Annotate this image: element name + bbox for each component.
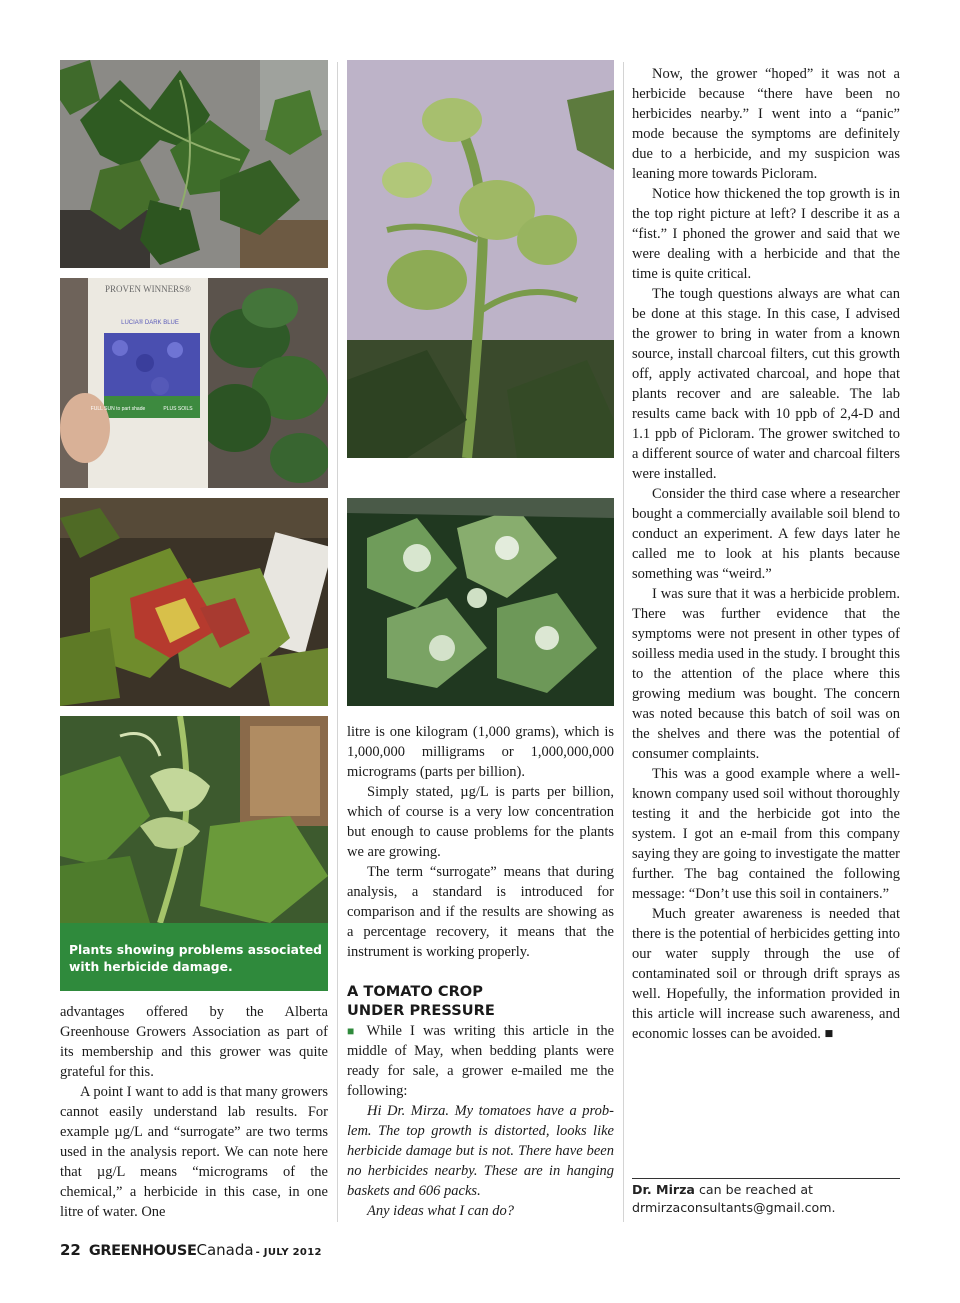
quoted-email: Hi Dr. Mirza. My tomatoes have a problem. The top growth is distorted, looks like herbicide damage but is not. There have been no herbicides nearby. These are in hanging baskets and 606 packs. bbox=[347, 1103, 614, 1199]
magazine-name-light: Canada bbox=[196, 1241, 254, 1259]
paragraph: The tough questions always are what can be done at this stage. In this case, I advised the grower to bring in water from a known source, install charcoal filters, cut this growth off, apply activated charcoal, and hope that plants recover and are saleable. The lab results came back with 10 ppb of 2,4-D and 1.1 ppb of Picloram. The grower switched to a different source of water and charcoal filters were installed. bbox=[632, 286, 900, 482]
page-footer bbox=[60, 1241, 322, 1259]
photo-tomato-top-growth bbox=[347, 60, 614, 458]
tag-note-1: FULL SUN to part shade bbox=[90, 406, 146, 412]
quoted-email-question: Any ideas what I can do? bbox=[367, 1203, 514, 1219]
article-column-2 bbox=[347, 722, 614, 1221]
paragraph: I was sure that it was a herbicide problem. There was further evidence that the symptoms were not present in other types of soilless media used in the study. I brought this to the attention of the place where this growing medium was bought. The concern was noted because this batch of soil was on the shelves and there was the potential of consumer complaints. bbox=[632, 586, 900, 762]
issue-date: - JULY 2012 bbox=[255, 1247, 322, 1258]
section-heading bbox=[347, 982, 614, 1020]
paragraph: A point I want to add is that many growers cannot easily understand lab results. For example µg/L and “surrogate” are two terms used in the analysis report. We can note here that µg/L means “micrograms of the chemical,” a herbicide in this case, in one litre of water. One bbox=[60, 1084, 328, 1220]
paragraph: The term “surrogate” means that during analysis, a standard is introduced for comparison and if the results are showing as a percentage recovery, it means that the instrument is working properly. bbox=[347, 864, 614, 960]
author-bio bbox=[632, 1181, 900, 1217]
photo-tomato-pale-leaves bbox=[347, 498, 614, 706]
tag-variety-text: LUCIA® DARK BLUE bbox=[121, 320, 179, 326]
photo-caption: Plants showing problems associated with herbicide damage. bbox=[69, 943, 322, 974]
tag-brand-text: PROVEN WINNERS® bbox=[105, 284, 191, 294]
paragraph-text: Much greater awareness is needed that there is the potential of herbicides getting into our water supply through the use of contaminated soil or through drift sprays as well. Hopefully, the information provided in this article will increase such awareness, and economic losses can be avoided. bbox=[632, 906, 900, 1042]
author-bio-text: can be reached at bbox=[698, 1182, 813, 1197]
paragraph: Simply stated, µg/L is parts per billion, which of course is a very low concentration but enough to cause problems for the plants we are growing. bbox=[347, 784, 614, 860]
paragraph bbox=[347, 1021, 614, 1101]
photo-ivy-plants bbox=[60, 60, 328, 268]
column-rule-right bbox=[623, 62, 624, 1222]
paragraph: litre is one kilogram (1,000 grams), which is 1,000,000 milligrams or 1,000,000,000 micrograms (parts per billion). bbox=[347, 724, 614, 780]
section-heading-line-2: UNDER PRESSURE bbox=[347, 1002, 495, 1019]
author-email: drmirzaconsultants@gmail.com. bbox=[632, 1200, 836, 1215]
magazine-name-bold: GREENHOUSE bbox=[88, 1243, 197, 1259]
paragraph: Consider the third case where a researcher bought a commercially available soil blend to conduct an experiment. A few days later he called me to look at his plants because something was “weird.” bbox=[632, 486, 900, 582]
paragraph-text: While I was writing this article in the middle of May, when bedding plants were ready for sale, a grower e-mailed me the following: bbox=[347, 1023, 615, 1099]
photo-plant-with-tag bbox=[60, 278, 328, 488]
paragraph bbox=[632, 904, 900, 1044]
section-marker-square: ■ bbox=[347, 1024, 359, 1038]
paragraph: advantages offered by the Alberta Greenhouse Growers Association as part of its membership and this grower was quite grateful for this. bbox=[60, 1004, 328, 1080]
article-column-3 bbox=[632, 64, 900, 1044]
column-rule-left bbox=[337, 62, 338, 1222]
paragraph: Notice how thickened the top growth is in the top right picture at left? I describe it as a “fist.” I phoned the grower and said that we were dealing with a herbicide and that the time is quite critical. bbox=[632, 186, 900, 282]
section-heading-line-1: A TOMATO CROP bbox=[347, 983, 483, 1000]
page-number: 22 bbox=[60, 1241, 81, 1259]
photo-twisted-growth bbox=[60, 716, 328, 923]
end-mark-square: ■ bbox=[824, 1026, 834, 1042]
tag-note-2: PLUS SOILS bbox=[163, 406, 193, 412]
bio-divider bbox=[632, 1178, 900, 1179]
paragraph: Now, the grower “hoped” it was not a herbicide because “there have been no herbicides nearby.” I went into a “panic” mode because the symptoms are definitely due to a herbicide, and my suspicion was leaning more towards Picloram. bbox=[632, 66, 900, 182]
article-column-1 bbox=[60, 1002, 328, 1222]
photo-coleus-plant bbox=[60, 498, 328, 706]
author-name: Dr. Mirza bbox=[632, 1182, 695, 1197]
paragraph: This was a good example where a well-known company used soil without thoroughly testing it and the herbicide got into the system. I got an e-mail from this company saying they are going to investigate the matter further. The bag contained the following message: “Don’t use this soil in containers.” bbox=[632, 766, 900, 902]
